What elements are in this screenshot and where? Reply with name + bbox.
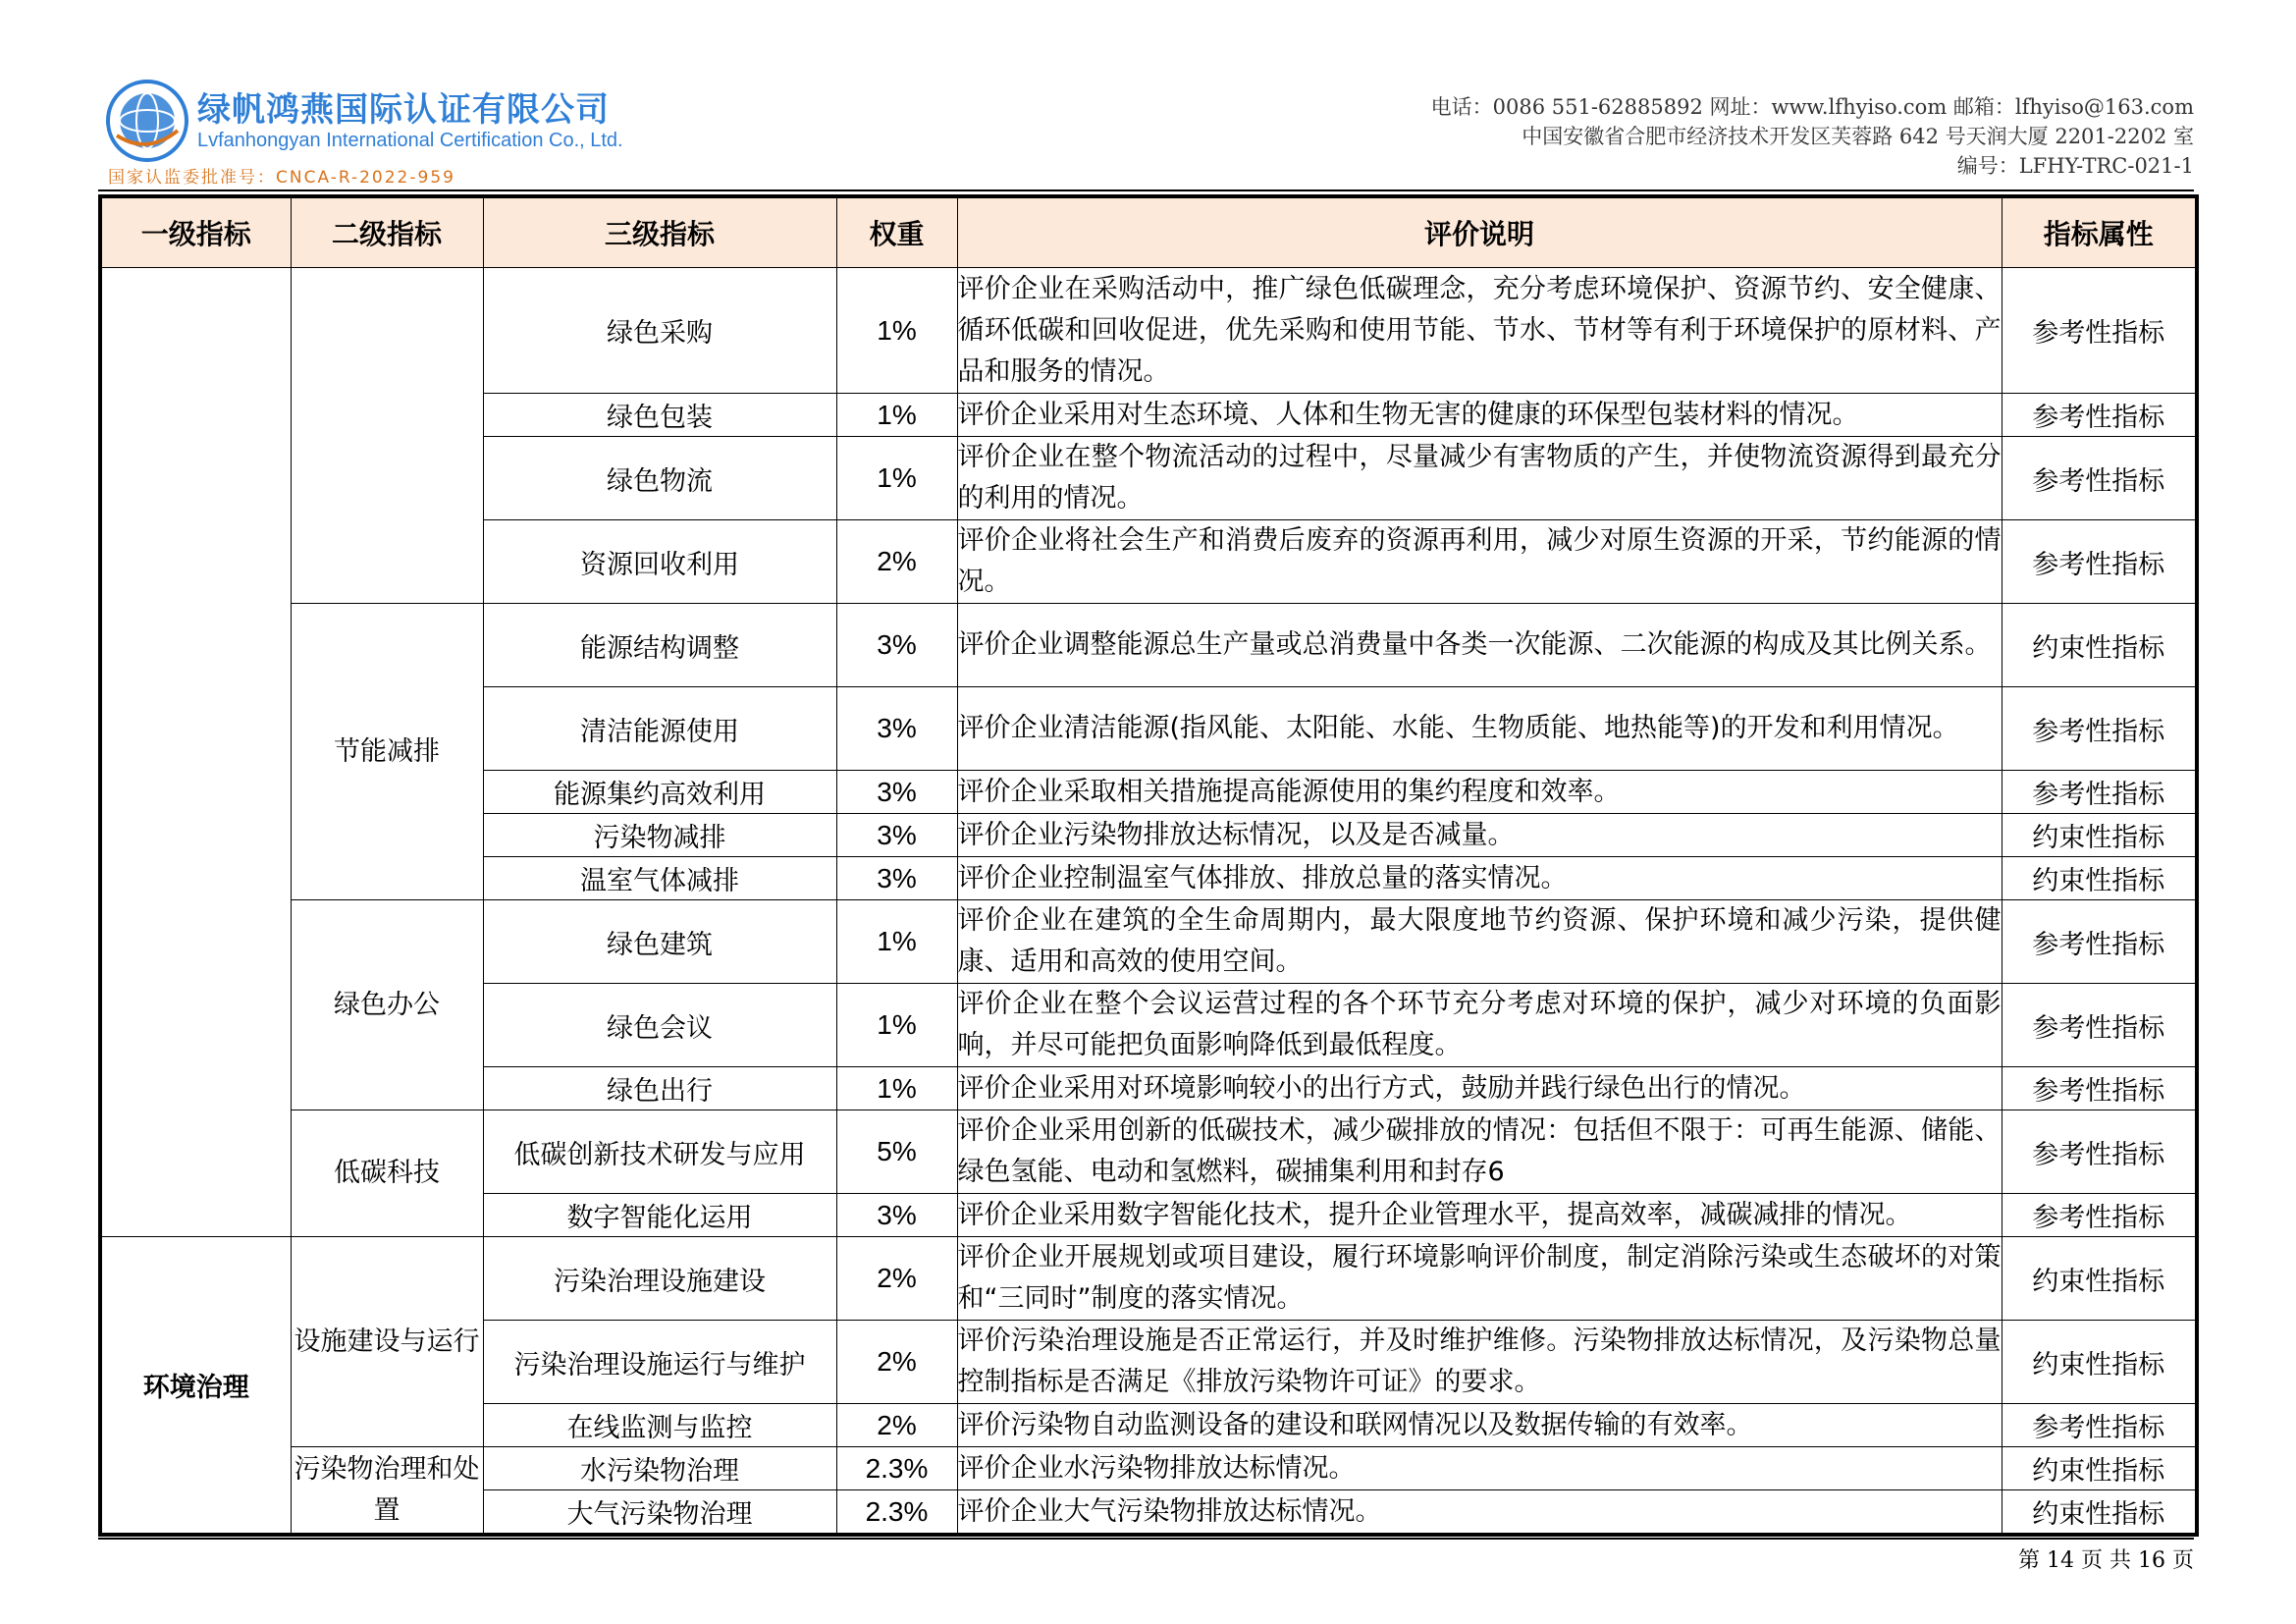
attribute-cell: 参考性指标 [2002, 687, 2197, 771]
description-cell: 评价企业在建筑的全生命周期内，最大限度地节约资源、保护环境和减少污染，提供健康、适用和高效的使用空间。 [957, 900, 2002, 984]
attribute-cell: 约束性指标 [2002, 1447, 2197, 1490]
weight-cell: 1% [836, 1067, 957, 1110]
header-level3: 三级指标 [483, 196, 836, 268]
header-divider [98, 189, 2194, 191]
level3-cell: 绿色包装 [483, 394, 836, 437]
level3-cell: 能源结构调整 [483, 604, 836, 687]
description-cell: 评价企业将社会生产和消费后废弃的资源再利用，减少对原生资源的开采，节约能源的情况。 [957, 520, 2002, 604]
header-attribute: 指标属性 [2002, 196, 2197, 268]
attribute-cell: 参考性指标 [2002, 771, 2197, 814]
weight-cell: 2% [836, 520, 957, 604]
level1-cell: 环境治理 [100, 1237, 291, 1536]
table-header-row [100, 196, 2197, 268]
attribute-cell: 约束性指标 [2002, 1321, 2197, 1404]
description-cell: 评价企业采取相关措施提高能源使用的集约程度和效率。 [957, 771, 2002, 814]
page-number: 第 14 页 共 16 页 [2018, 1548, 2194, 1573]
weight-cell: 1% [836, 394, 957, 437]
contact-line: 电话：0086 551-62885892 网址：www.lfhyiso.com 邮箱：lfhyiso@163.com [1430, 95, 2194, 119]
level3-cell: 污染物减排 [483, 814, 836, 857]
description-cell: 评价企业采用数字智能化技术，提升企业管理水平，提高效率，减碳减排的情况。 [957, 1194, 2002, 1237]
table-row [100, 1110, 2197, 1194]
address-line: 中国安徽省合肥市经济技术开发区芙蓉路 642 号天润大厦 2201-2202 室 [1522, 125, 2194, 148]
level3-cell: 水污染物治理 [483, 1447, 836, 1490]
weight-cell: 2.3% [836, 1490, 957, 1536]
weight-cell: 5% [836, 1110, 957, 1194]
table-row [100, 604, 2197, 687]
weight-cell: 2.3% [836, 1447, 957, 1490]
level3-cell: 在线监测与监控 [483, 1404, 836, 1447]
attribute-cell: 参考性指标 [2002, 1067, 2197, 1110]
weight-cell: 3% [836, 814, 957, 857]
attribute-cell: 参考性指标 [2002, 1110, 2197, 1194]
level3-cell: 能源集约高效利用 [483, 771, 836, 814]
weight-cell: 3% [836, 687, 957, 771]
attribute-cell: 约束性指标 [2002, 857, 2197, 900]
description-cell: 评价污染物自动监测设备的建设和联网情况以及数据传输的有效率。 [957, 1404, 2002, 1447]
description-cell: 评价企业清洁能源(指风能、太阳能、水能、生物质能、地热能等)的开发和利用情况。 [957, 687, 2002, 771]
level2-cell: 污染物治理和处置 [291, 1447, 483, 1536]
table-row [100, 1237, 2197, 1321]
attribute-cell: 参考性指标 [2002, 394, 2197, 437]
level3-cell: 大气污染物治理 [483, 1490, 836, 1536]
level3-cell: 绿色采购 [483, 268, 836, 394]
level3-cell: 绿色会议 [483, 984, 836, 1067]
level3-cell: 绿色建筑 [483, 900, 836, 984]
level2-cell: 节能减排 [291, 604, 483, 900]
weight-cell: 3% [836, 771, 957, 814]
level2-cell [291, 268, 483, 604]
weight-cell: 1% [836, 437, 957, 520]
attribute-cell: 约束性指标 [2002, 604, 2197, 687]
company-logo [103, 77, 623, 188]
description-cell: 评价企业在整个会议运营过程的各个环节充分考虑对环境的保护，减少对环境的负面影响，并尽可能把负面影响降低到最低程度。 [957, 984, 2002, 1067]
weight-cell: 3% [836, 857, 957, 900]
weight-cell: 2% [836, 1404, 957, 1447]
description-cell: 评价企业调整能源总生产量或总消费量中各类一次能源、二次能源的构成及其比例关系。 [957, 604, 2002, 687]
company-name-cn: 绿帆鸿燕国际认证有限公司 [197, 90, 610, 130]
footer-divider [98, 1538, 2194, 1540]
weight-cell: 1% [836, 984, 957, 1067]
attribute-cell: 参考性指标 [2002, 520, 2197, 604]
level1-cell [100, 268, 291, 1237]
level3-cell: 绿色物流 [483, 437, 836, 520]
attribute-cell: 约束性指标 [2002, 1490, 2197, 1536]
level3-cell: 清洁能源使用 [483, 687, 836, 771]
level2-cell: 绿色办公 [291, 900, 483, 1110]
level3-cell: 温室气体减排 [483, 857, 836, 900]
description-cell: 评价企业在整个物流活动的过程中，尽量减少有害物质的产生，并使物流资源得到最充分的利用的情况。 [957, 437, 2002, 520]
header-weight: 权重 [836, 196, 957, 268]
level2-cell: 低碳科技 [291, 1110, 483, 1237]
weight-cell: 3% [836, 1194, 957, 1237]
license-number: 国家认监委批准号：CNCA-R-2022-959 [108, 168, 455, 188]
attribute-cell: 约束性指标 [2002, 1237, 2197, 1321]
description-cell: 评价企业污染物排放达标情况，以及是否减量。 [957, 814, 2002, 857]
contact-block [1431, 92, 2194, 181]
description-cell: 评价污染治理设施是否正常运行，并及时维护维修。污染物排放达标情况，及污染物总量控制指标是否满足《排放污染物许可证》的要求。 [957, 1321, 2002, 1404]
weight-cell: 2% [836, 1321, 957, 1404]
level3-cell: 污染治理设施建设 [483, 1237, 836, 1321]
description-cell: 评价企业采用对环境影响较小的出行方式，鼓励并践行绿色出行的情况。 [957, 1067, 2002, 1110]
attribute-cell: 参考性指标 [2002, 1194, 2197, 1237]
attribute-cell: 参考性指标 [2002, 984, 2197, 1067]
table-row [100, 268, 2197, 394]
table-row [100, 900, 2197, 984]
attribute-cell: 约束性指标 [2002, 814, 2197, 857]
level3-cell: 绿色出行 [483, 1067, 836, 1110]
header-level2: 二级指标 [291, 196, 483, 268]
attribute-cell: 参考性指标 [2002, 268, 2197, 394]
description-cell: 评价企业大气污染物排放达标情况。 [957, 1490, 2002, 1536]
attribute-cell: 参考性指标 [2002, 1404, 2197, 1447]
level3-cell: 数字智能化运用 [483, 1194, 836, 1237]
globe-logo-icon [103, 77, 191, 165]
attribute-cell: 参考性指标 [2002, 900, 2197, 984]
description-cell: 评价企业水污染物排放达标情况。 [957, 1447, 2002, 1490]
table-row [100, 1447, 2197, 1490]
description-cell: 评价企业控制温室气体排放、排放总量的落实情况。 [957, 857, 2002, 900]
weight-cell: 1% [836, 268, 957, 394]
weight-cell: 3% [836, 604, 957, 687]
level3-cell: 低碳创新技术研发与应用 [483, 1110, 836, 1194]
description-cell: 评价企业开展规划或项目建设，履行环境影响评价制度，制定消除污染或生态破坏的对策和“三同时”制度的落实情况。 [957, 1237, 2002, 1321]
description-cell: 评价企业采用对生态环境、人体和生物无害的健康的环保型包装材料的情况。 [957, 394, 2002, 437]
header-description: 评价说明 [957, 196, 2002, 268]
weight-cell: 1% [836, 900, 957, 984]
description-cell: 评价企业在采购活动中，推广绿色低碳理念，充分考虑环境保护、资源节约、安全健康、循环低碳和回收促进，优先采购和使用节能、节水、节材等有利于环境保护的原材料、产品和服务的情况。 [957, 268, 2002, 394]
weight-cell: 2% [836, 1237, 957, 1321]
level3-cell: 资源回收利用 [483, 520, 836, 604]
level3-cell: 污染治理设施运行与维护 [483, 1321, 836, 1404]
level2-cell: 设施建设与运行 [291, 1237, 483, 1447]
attribute-cell: 参考性指标 [2002, 437, 2197, 520]
header-level1: 一级指标 [100, 196, 291, 268]
document-number: 编号：LFHY-TRC-021-1 [1956, 154, 2194, 178]
description-cell: 评价企业采用创新的低碳技术，减少碳排放的情况：包括但不限于：可再生能源、储能、绿色氢能、电动和氢燃料，碳捕集利用和封存6 [957, 1110, 2002, 1194]
indicator-table [98, 194, 2199, 1537]
company-name-en: Lvfanhongyan International Certification Co., Ltd. [197, 130, 623, 151]
